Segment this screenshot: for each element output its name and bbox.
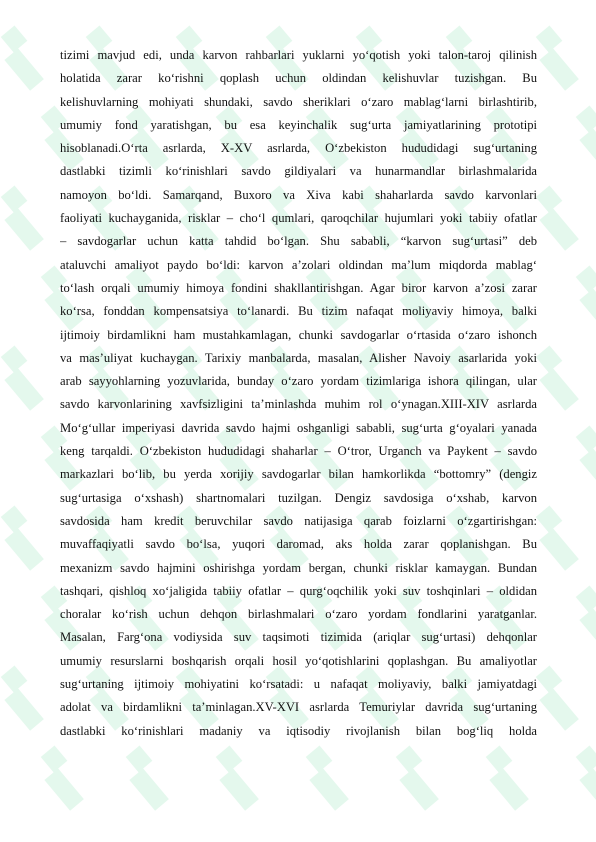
text-line: umumiy fond yaratishgan, bu esa keyinchalik sug‘urta jamiyatlarining prototipi	[60, 117, 537, 132]
watermark-mark	[207, 745, 269, 810]
watermark-mark	[0, 345, 53, 410]
text-line: namoyon bo‘ldi. Samarqand, Buxoro va Xiva kabi shaharlarda savdo karvonlari	[60, 187, 537, 202]
watermark-mark	[567, 425, 596, 490]
text-line: muvaffaqiyatli savdo bo‘lsa, yuqori daromad, aks holda zarar qoplanishgan. Bu	[60, 537, 537, 552]
text-line: dastlabki tizimli ko‘rinishlari savdo gildiyalari va hunarmandlar birlashmalarida	[60, 164, 537, 179]
text-line: savdosida ham kredit beruvchilar savdo natijasiga qarab foizlarni o‘zgartirishgan:	[60, 513, 537, 528]
watermark-mark	[0, 25, 53, 90]
text-line: savdo karvonlarining xavfsizligini ta’minlashda muhim rol o‘ynagan.XIII-XIV asrlarda	[60, 397, 537, 412]
watermark-mark	[387, 745, 449, 810]
watermark-mark	[567, 105, 596, 170]
text-line: va mas’uliyat kuchaygan. Tarixiy manbalarda, masalan, Alisher Navoiy asarlarida yoki	[60, 350, 537, 365]
watermark-mark	[567, 585, 596, 650]
text-line: hisoblanadi.O‘rta asrlarda, X-XV asrlarda, O‘zbekiston hududidagi sug‘urtaning	[60, 141, 537, 156]
text-line: tashqari, qishloq xo‘jaligida tabiiy ofatlar – qurg‘oqchilik yoki suv toshqinlari – oldidan	[60, 583, 537, 598]
body-text	[60, 44, 537, 743]
watermark-mark	[117, 745, 179, 810]
watermark-mark	[0, 665, 53, 730]
watermark-mark	[297, 745, 359, 810]
text-line: holatida zarar ko‘rishni qoplash uchun oldindan kelishuvlar tuzishgan. Bu	[60, 71, 537, 86]
text-line: dastlabki ko‘rinishlari madaniy va iqtisodiy rivojlanish bilan bog‘liq holda	[60, 723, 537, 738]
text-line: kelishuvlarning mohiyati shundaki, savdo sheriklari o‘zaro mablag‘larni birlashtirib,	[60, 94, 537, 109]
text-line: sug‘urtasiga o‘xshash) shartnomalari tuzilgan. Dengiz savdosiga o‘xshab, karvon	[60, 490, 537, 505]
text-line: sug‘urtaning ijtimoiy mohiyatini ko‘rsatadi: u nafaqat moliyaviy, balki jamiyatdagi	[60, 677, 537, 692]
text-line: adolat va birdamlikni ta’minlagan.XV-XVI asrlarda Temuriylar davrida sug‘urtaning	[60, 700, 537, 715]
watermark-mark	[0, 185, 53, 250]
text-line: – savdogarlar uchun katta tahdid bo‘lgan. Shu sababli, “karvon sug‘urtasi” deb	[60, 234, 537, 249]
watermark-mark	[0, 505, 53, 570]
text-line: faoliyati kuchayganida, risklar – cho‘l qumlari, qaroqchilar hujumlari yoki tabiiy ofatlar	[60, 211, 537, 226]
text-line: tizimi mavjud edi, unda karvon rahbarlari yuklarni yo‘qotish yoki talon-taroj qilinish	[60, 48, 537, 62]
watermark-mark	[567, 265, 596, 330]
text-line: arab sayyohlarning yozuvlarida, bunday o‘zaro yordam tizimlariga ishora qilingan, ular	[60, 374, 537, 389]
watermark-mark	[477, 745, 539, 810]
text-line: Mo‘g‘ullar imperiyasi davrida savdo hajmi oshganligi sababli, sug‘urta g‘oyalari yanada	[60, 420, 537, 435]
text-line: choralar ko‘rish uchun dehqon birlashmalari o‘zaro yordam fondlarini yaratganlar.	[60, 607, 537, 622]
text-line: mexanizm savdo hajmini oshirishga yordam bergan, chunki risklar kamaygan. Bundan	[60, 560, 537, 575]
text-line: umumiy resurslarni boshqarish orqali hosil yo‘qotishlarini qoplashgan. Bu amaliyotlar	[60, 653, 537, 668]
watermark-mark	[567, 745, 596, 810]
text-line: ataluvchi amaliyot paydo bo‘ldi: karvon a’zolari oldindan ma’lum miqdorda mablag‘	[60, 257, 537, 272]
text-line: to‘lash orqali umumiy himoya fondini shakllantirishgan. Agar biror karvon a’zosi zarar	[60, 280, 537, 295]
text-line: keng tarqaldi. O‘zbekiston hududidagi shaharlar – O‘tror, Urganch va Paykent – savdo	[60, 444, 537, 459]
text-line: markazlari bo‘lib, bu yerda xorijiy savdogarlar bilan hamkorlikda “bottomry” (dengiz	[60, 467, 537, 482]
text-line: Masalan, Farg‘ona vodiysida suv taqsimoti tizimida (ariqlar sug‘urtasi) dehqonlar	[60, 630, 537, 645]
text-line: ijtimoiy birdamlikni ham mustahkamlagan, chunki savdogarlar o‘rtasida o‘zaro ishonch	[60, 327, 537, 342]
watermark-mark	[32, 745, 94, 810]
text-line: ko‘rsa, fonddan kompensatsiya to‘lanardi. Bu tizim nafaqat moliyaviy himoya, balki	[60, 304, 537, 319]
